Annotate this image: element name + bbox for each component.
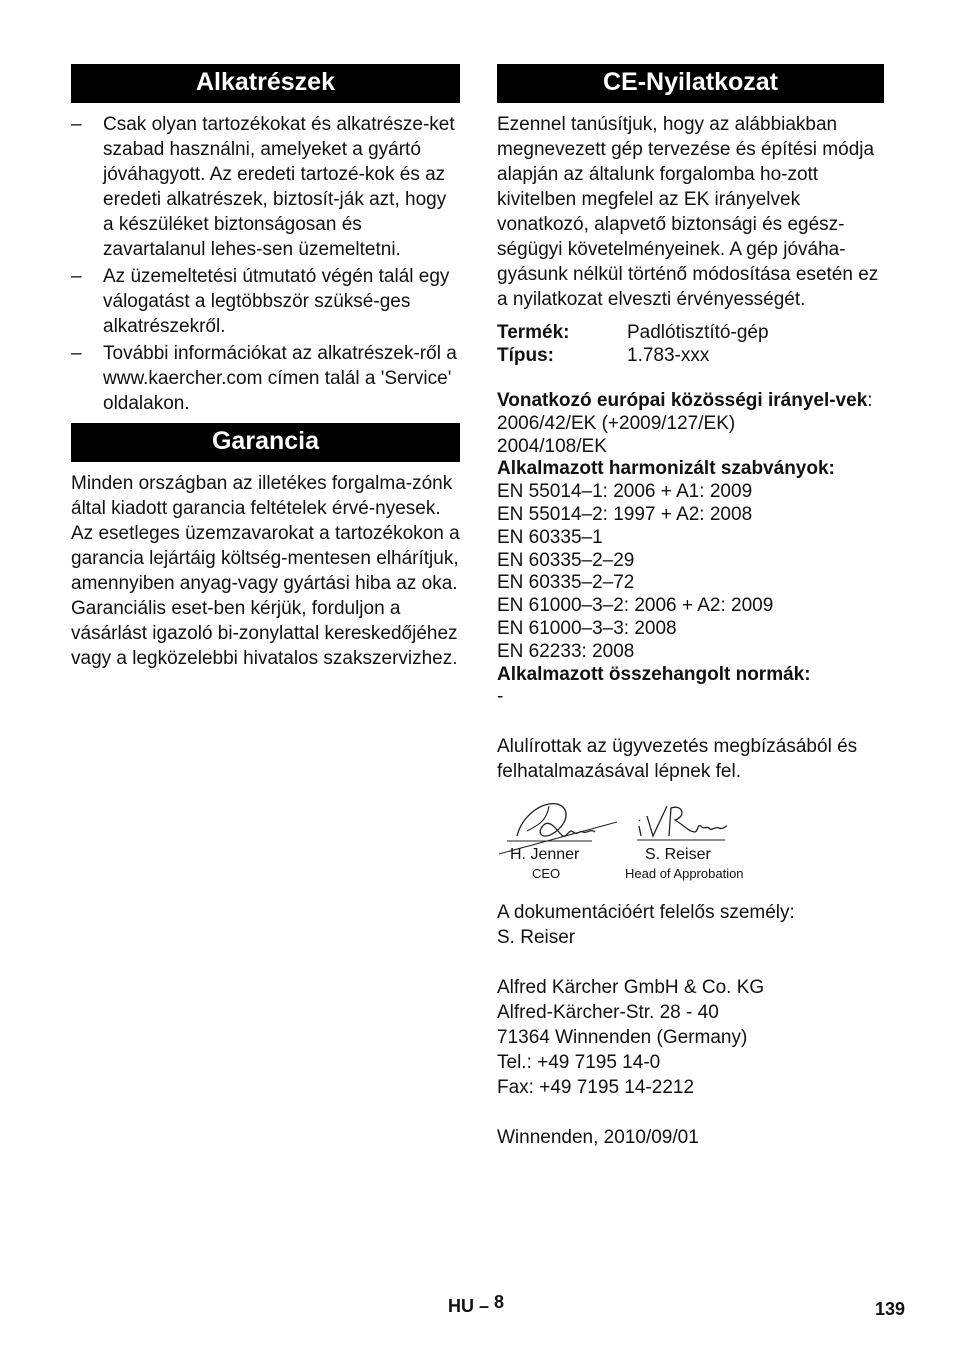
standard-line: EN 60335–1 (497, 526, 603, 548)
address-line: Alfred Kärcher GmbH & Co. KG (497, 977, 765, 999)
company-address (497, 975, 884, 1100)
product-info (497, 321, 884, 367)
product-label: Termék: (497, 322, 570, 343)
footer-language: HU – 8 (448, 1292, 505, 1316)
standard-line: EN 55014–1: 2006 + A1: 2009 (497, 481, 753, 503)
directives-block (497, 390, 884, 709)
standard-line: EN 60335–2–72 (497, 572, 635, 594)
doc-responsible-label: A dokumentációért felelős személy: (497, 902, 795, 924)
left-column (71, 64, 460, 671)
standard-line: EN 55014–2: 1997 + A2: 2008 (497, 503, 753, 525)
address-line: 71364 Winnenden (Germany) (497, 1027, 748, 1049)
doc-responsible-name: S. Reiser (497, 927, 576, 949)
signer1-name: H. Jenner (510, 846, 580, 864)
page-number: 139 (875, 1299, 906, 1319)
signer1-title: CEO (532, 866, 561, 882)
place-date: Winnenden, 2010/09/01 (497, 1127, 699, 1149)
list-item: – Csak olyan tartozékokat és alkatrésze-ket szabad használni, amelyeket a gyártó jóváhagyott. Az eredeti tartozé-kok és az eredeti alkatrészek, biztosít-ják azt, hogy a készüléket biztonságosan és zavartalanul lehes-sen üzemeltetni. (71, 114, 455, 260)
warranty-paragraph: Minden országban az illetékes forgalma-zónk által kiadott garancia feltételek érvé-nyesek. Az esetleges üzemzavarokat a tartozékokon a garancia lejártáig költség-mentesen elhárítjuk, amennyiben anyag-vagy gyártási hiba az oka. Garanciális eset-ben kérjük, forduljon a vásárlást igazoló bi-zonylattal kereskedőjéhez vagy a legközelebbi hivatalos szakszervizhez. (71, 473, 460, 669)
parts-list (71, 112, 460, 416)
standard-line: EN 60335–2–29 (497, 549, 635, 571)
norms-heading: Alkalmazott összehangolt normák: (497, 663, 811, 685)
signatures (497, 796, 884, 900)
signed-paragraph: Alulírottak az ügyvezetés megbízásából és felhatalmazásával lépnek fel. (497, 736, 858, 783)
standard-line: EN 61000–3–2: 2006 + A2: 2009 (497, 595, 774, 617)
directive-line: 2004/108/EK (497, 435, 607, 457)
product-value: Padlótisztító-gép (627, 322, 769, 343)
type-row (497, 344, 884, 367)
address-line: Fax: +49 7195 14-2212 (497, 1077, 695, 1099)
parts-heading: Alkatrészek (71, 64, 460, 103)
address-line: Tel.: +49 7195 14-0 (497, 1052, 661, 1074)
ce-heading: CE-Nyilatkozat (497, 64, 884, 103)
directive-line: 2006/42/EK (+2009/127/EK) (497, 412, 736, 434)
type-label: Típus: (497, 345, 554, 366)
list-item: – További információkat az alkatrészek-ről a www.kaercher.com címen talál a 'Service' oldalakon. (71, 343, 457, 414)
list-item: – Az üzemeltetési útmutató végén talál egy válogatást a legtöbbször szüksé-ges alkatrészekről. (71, 266, 450, 337)
address-line: Alfred-Kärcher-Str. 28 - 40 (497, 1002, 719, 1024)
standards-heading: Alkalmazott harmonizált szabványok: (497, 458, 835, 480)
standard-line: EN 62233: 2008 (497, 640, 635, 662)
norms-value: - (497, 686, 504, 708)
warranty-heading: Garancia (71, 423, 460, 462)
directives-heading: Vonatkozó európai közösségi irányel-vek: (497, 390, 873, 411)
standard-line: EN 61000–3–3: 2008 (497, 617, 677, 639)
type-value: 1.783-xxx (627, 345, 710, 366)
signer2-title: Head of Approbation (625, 866, 744, 882)
product-row (497, 321, 884, 344)
ce-intro-paragraph: Ezennel tanúsítjuk, hogy az alábbiakban megnevezett gép tervezése és építési módja alapján az általunk forgalomba ho-zott kivitelben megfelel az EK irányelvek vonatkozó, alapvető biztonsági és egész-ségügyi követelményeinek. A gép jóváha-gyásunk nélkül történő módosítása esetén ez a nyilatkozat elveszti érvényességét. (497, 114, 879, 310)
right-column (497, 64, 884, 1150)
signer2-name: S. Reiser (645, 846, 711, 864)
